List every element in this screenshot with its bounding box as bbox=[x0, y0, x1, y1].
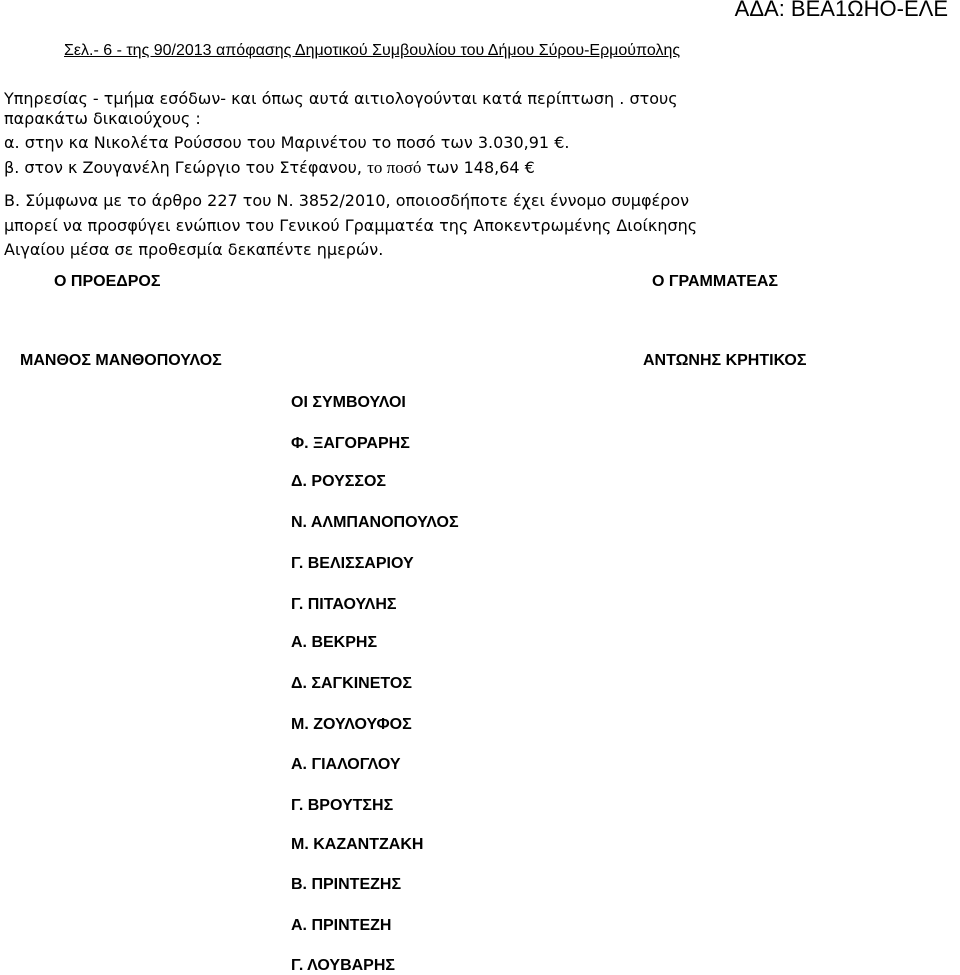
item-a: α. στην κα Νικολέτα Ρούσσου του Μαρινέτου το ποσό των 3.030,91 €. bbox=[4, 133, 570, 152]
councillor-name: Α. ΠΡΙΝΤΕΖΗ bbox=[291, 917, 392, 934]
para-b-line-3: Αιγαίου μέσα σε προθεσμία δεκαπέντε ημερών. bbox=[4, 240, 384, 259]
item-b bbox=[4, 158, 535, 178]
president-title: Ο ΠΡΟΕΔΡΟΣ bbox=[54, 273, 161, 290]
councillor-name: Γ. ΠΙΤΑΟΥΛΗΣ bbox=[291, 596, 397, 613]
ada-code: ΑΔΑ: ΒΕΑ1ΩΗΟ-ΕΛΕ bbox=[734, 0, 948, 21]
councillor-name: Α. ΒΕΚΡΗΣ bbox=[291, 634, 378, 651]
para-b-line-1: Β. Σύμφωνα με το άρθρο 227 του Ν. 3852/2010, οποιοσδήποτε έχει έννομο συμφέρον bbox=[4, 191, 690, 210]
councillor-name: Γ. ΛΟΥΒΑΡΗΣ bbox=[291, 957, 396, 974]
councillor-name: Μ. ΚΑΖΑΝΤΖΑΚΗ bbox=[291, 836, 424, 853]
councillors-title: ΟΙ ΣΥΜΒΟΥΛΟΙ bbox=[291, 394, 406, 411]
councillor-name: Ν. ΑΛΜΠΑΝΟΠΟΥΛΟΣ bbox=[291, 514, 459, 531]
body-line-2: παρακάτω δικαιούχους : bbox=[4, 109, 201, 128]
councillor-name: Μ. ΖΟΥΛΟΥΦΟΣ bbox=[291, 716, 412, 733]
councillor-name: Γ. ΒΕΛΙΣΣΑΡΙΟΥ bbox=[291, 555, 414, 572]
councillor-name: Δ. ΣΑΓΚΙΝΕΤΟΣ bbox=[291, 675, 412, 692]
councillor-name: Β. ΠΡΙΝΤΕΖΗΣ bbox=[291, 876, 402, 893]
councillor-name: Α. ΓΙΑΛΟΓΛΟΥ bbox=[291, 756, 401, 773]
president-name: ΜΑΝΘΟΣ ΜΑΝΘΟΠΟΥΛΟΣ bbox=[20, 352, 222, 369]
secretary-title: Ο ΓΡΑΜΜΑΤΕΑΣ bbox=[652, 273, 779, 290]
item-b-serif: το ποσό bbox=[367, 158, 422, 177]
secretary-name: ΑΝΤΩΝΗΣ ΚΡΗΤΙΚΟΣ bbox=[643, 352, 807, 369]
councillor-name: Φ. ΞΑΓΟΡΑΡΗΣ bbox=[291, 435, 410, 452]
para-b-line-2: μπορεί να προσφύγει ενώπιον του Γενικού Γραμματέα της Αποκεντρωμένης Διοίκησης bbox=[4, 216, 698, 235]
item-b-pre: β. στον κ Ζουγανέλη Γεώργιο του Στέφανου, bbox=[4, 158, 362, 177]
item-b-post: των 148,64 € bbox=[426, 158, 535, 177]
body-line-1: Υπηρεσίας - τμήμα εσόδων- και όπως αυτά αιτιολογούνται κατά περίπτωση . στους bbox=[4, 89, 678, 108]
page-reference: Σελ.- 6 - της 90/2013 απόφασης Δημοτικού Συμβουλίου του Δήμου Σύρου-Ερμούπολης bbox=[64, 42, 681, 59]
councillor-name: Γ. ΒΡΟΥΤΣΗΣ bbox=[291, 797, 394, 814]
councillor-name: Δ. ΡΟΥΣΣΟΣ bbox=[291, 473, 386, 490]
